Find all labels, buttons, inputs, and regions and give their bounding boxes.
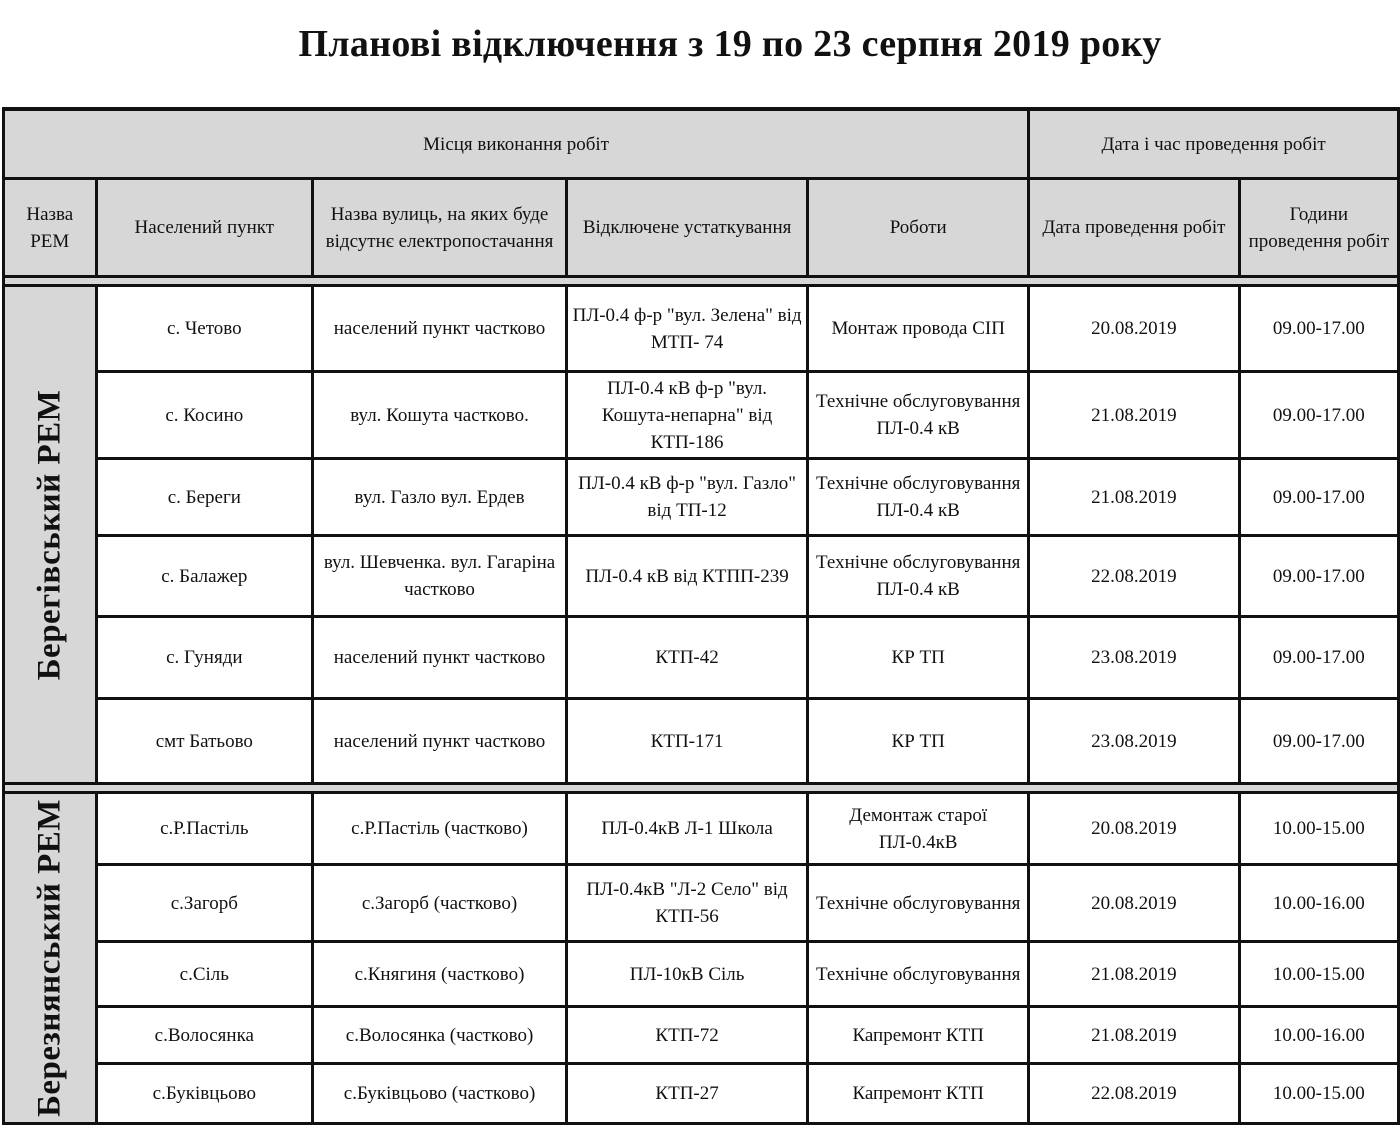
- rem-name: Березнянський РЕМ: [31, 799, 68, 1117]
- table-row: [4, 459, 1399, 536]
- header-group-row: [4, 109, 1399, 179]
- hours-cell: 09.00-17.00: [1239, 536, 1398, 617]
- date-cell: 20.08.2019: [1029, 793, 1240, 865]
- date-cell: 22.08.2019: [1029, 536, 1240, 617]
- works-cell: КР ТП: [808, 699, 1029, 784]
- table-row: [4, 793, 1399, 865]
- date-cell: 21.08.2019: [1029, 942, 1240, 1007]
- outage-schedule-table: [2, 107, 1400, 1125]
- date-cell: 21.08.2019: [1029, 372, 1240, 459]
- settlement-cell: с.Волосянка: [96, 1007, 313, 1064]
- date-cell: 23.08.2019: [1029, 699, 1240, 784]
- date-cell: 22.08.2019: [1029, 1064, 1240, 1124]
- equipment-cell: ПЛ-0.4 кВ ф-р "вул. Кошута-непарна" від КТП-186: [566, 372, 807, 459]
- settlement-cell: с.Р.Пастіль: [96, 793, 313, 865]
- table-row: [4, 1007, 1399, 1064]
- equipment-cell: ПЛ-0.4 кВ ф-р "вул. Газло" від ТП-12: [566, 459, 807, 536]
- streets-cell: с.Загорб (частково): [313, 865, 567, 942]
- settlement-cell: с.Загорб: [96, 865, 313, 942]
- settlement-cell: с. Гуняди: [96, 617, 313, 699]
- rem-name-cell: [4, 286, 97, 784]
- header-datetime: Дата і час проведення робіт: [1029, 109, 1399, 179]
- column-header-settlement: Населений пункт: [96, 179, 313, 277]
- date-cell: 21.08.2019: [1029, 459, 1240, 536]
- hours-cell: 10.00-15.00: [1239, 942, 1398, 1007]
- hours-cell: 09.00-17.00: [1239, 699, 1398, 784]
- equipment-cell: ПЛ-0.4 кВ від КТПП-239: [566, 536, 807, 617]
- works-cell: Капремонт КТП: [808, 1007, 1029, 1064]
- streets-cell: вул. Газло вул. Ердев: [313, 459, 567, 536]
- header-places: Місця виконання робіт: [4, 109, 1029, 179]
- hours-cell: 09.00-17.00: [1239, 372, 1398, 459]
- equipment-cell: ПЛ-0.4кВ "Л-2 Село" від КТП-56: [566, 865, 807, 942]
- works-cell: Технічне обслуговування ПЛ-0.4 кВ: [808, 459, 1029, 536]
- rem-name-cell: [4, 793, 97, 1124]
- column-header-row: [4, 179, 1399, 277]
- works-cell: Технічне обслуговування ПЛ-0.4 кВ: [808, 536, 1029, 617]
- group-separator: [4, 277, 1399, 286]
- streets-cell: с.Княгиня (частково): [313, 942, 567, 1007]
- equipment-cell: КТП-27: [566, 1064, 807, 1124]
- equipment-cell: КТП-72: [566, 1007, 807, 1064]
- date-cell: 20.08.2019: [1029, 286, 1240, 372]
- settlement-cell: с. Балажер: [96, 536, 313, 617]
- hours-cell: 09.00-17.00: [1239, 459, 1398, 536]
- works-cell: Демонтаж старої ПЛ-0.4кВ: [808, 793, 1029, 865]
- hours-cell: 10.00-15.00: [1239, 793, 1398, 865]
- date-cell: 20.08.2019: [1029, 865, 1240, 942]
- hours-cell: 09.00-17.00: [1239, 286, 1398, 372]
- equipment-cell: ПЛ-0.4 ф-р "вул. Зелена" від МТП- 74: [566, 286, 807, 372]
- column-header-equipment: Відключене устаткування: [566, 179, 807, 277]
- column-header-date: Дата проведення робіт: [1029, 179, 1240, 277]
- streets-cell: с.Волосянка (частково): [313, 1007, 567, 1064]
- streets-cell: населений пункт частково: [313, 286, 567, 372]
- works-cell: Технічне обслуговування: [808, 942, 1029, 1007]
- table-row: [4, 286, 1399, 372]
- works-cell: Капремонт КТП: [808, 1064, 1029, 1124]
- settlement-cell: с. Береги: [96, 459, 313, 536]
- settlement-cell: с. Четово: [96, 286, 313, 372]
- table-row: [4, 942, 1399, 1007]
- works-cell: КР ТП: [808, 617, 1029, 699]
- column-header-works: Роботи: [808, 179, 1029, 277]
- streets-cell: населений пункт частково: [313, 699, 567, 784]
- table-row: [4, 372, 1399, 459]
- group-separator: [4, 784, 1399, 793]
- settlement-cell: с.Буківцьово: [96, 1064, 313, 1124]
- hours-cell: 10.00-16.00: [1239, 865, 1398, 942]
- settlement-cell: с. Косино: [96, 372, 313, 459]
- column-header-hours: Години проведення робіт: [1239, 179, 1398, 277]
- settlement-cell: с.Сіль: [96, 942, 313, 1007]
- table-row: [4, 617, 1399, 699]
- table-row: [4, 699, 1399, 784]
- table-row: [4, 536, 1399, 617]
- rem-name: Берегівський РЕМ: [31, 389, 68, 680]
- equipment-cell: КТП-42: [566, 617, 807, 699]
- streets-cell: вул. Кошута частково.: [313, 372, 567, 459]
- equipment-cell: КТП-171: [566, 699, 807, 784]
- works-cell: Технічне обслуговування ПЛ-0.4 кВ: [808, 372, 1029, 459]
- table-row: [4, 865, 1399, 942]
- equipment-cell: ПЛ-0.4кВ Л-1 Школа: [566, 793, 807, 865]
- streets-cell: с.Буківцьово (частково): [313, 1064, 567, 1124]
- works-cell: Монтаж провода СІП: [808, 286, 1029, 372]
- column-header-streets: Назва вулиць, на яких буде відсутнє електропостачання: [313, 179, 567, 277]
- streets-cell: с.Р.Пастіль (частково): [313, 793, 567, 865]
- equipment-cell: ПЛ-10кВ Сіль: [566, 942, 807, 1007]
- settlement-cell: смт Батьово: [96, 699, 313, 784]
- date-cell: 21.08.2019: [1029, 1007, 1240, 1064]
- streets-cell: вул. Шевченка. вул. Гагаріна частково: [313, 536, 567, 617]
- works-cell: Технічне обслуговування: [808, 865, 1029, 942]
- table-row: [4, 1064, 1399, 1124]
- streets-cell: населений пункт частково: [313, 617, 567, 699]
- column-header-rem: Назва РЕМ: [4, 179, 97, 277]
- date-cell: 23.08.2019: [1029, 617, 1240, 699]
- hours-cell: 09.00-17.00: [1239, 617, 1398, 699]
- hours-cell: 10.00-16.00: [1239, 1007, 1398, 1064]
- page-title: Планові відключення з 19 по 23 серпня 2019 року: [298, 23, 1162, 65]
- hours-cell: 10.00-15.00: [1239, 1064, 1398, 1124]
